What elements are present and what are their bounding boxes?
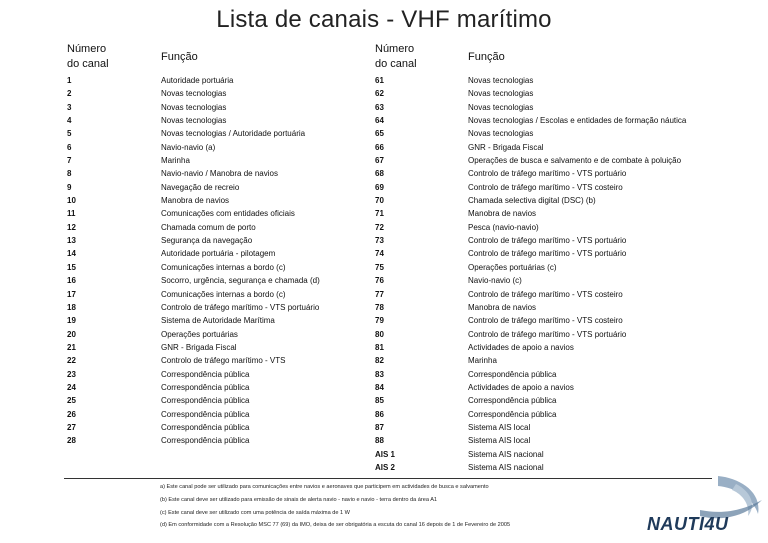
channel-function: Correspondência pública — [468, 409, 557, 419]
channel-function: Novas tecnologias / Escolas e entidades de formação náutica — [468, 116, 687, 126]
channel-row — [67, 234, 367, 247]
channel-function: Segurança da navegação — [161, 236, 253, 246]
channel-row — [375, 261, 715, 274]
channel-function: Correspondência pública — [468, 369, 557, 379]
channel-number: 12 — [67, 222, 76, 232]
channel-row — [67, 434, 367, 447]
channel-function: Chamada selectiva digital (DSC) (b) — [468, 196, 596, 206]
channel-function: Novas tecnologias — [468, 129, 534, 139]
channel-number: 67 — [375, 156, 384, 166]
channel-function: Controlo de tráfego marítimo - VTS portuário — [468, 169, 627, 179]
channel-number: 71 — [375, 209, 384, 219]
channel-function: Sistema de Autoridade Marítima — [161, 316, 275, 326]
channel-number: 19 — [67, 316, 76, 326]
channel-row — [67, 127, 367, 140]
channel-row — [375, 354, 715, 367]
channel-row — [67, 328, 367, 341]
left-channel-list — [67, 74, 367, 448]
channel-number: 5 — [67, 129, 72, 139]
channel-function: Controlo de tráfego marítimo - VTS portuário — [468, 249, 627, 259]
channel-number: 88 — [375, 436, 384, 446]
channel-number: 66 — [375, 142, 384, 152]
channel-function: Sistema AIS local — [468, 436, 531, 446]
channel-function: Comunicações internas a bordo (c) — [161, 289, 286, 299]
channel-row — [67, 354, 367, 367]
channel-row — [67, 247, 367, 260]
channel-number: 69 — [375, 182, 384, 192]
channel-function: Correspondência pública — [161, 369, 250, 379]
channel-number: 78 — [375, 302, 384, 312]
number-header-line2: do canal — [375, 58, 417, 70]
channel-function: Controlo de tráfego marítimo - VTS portuário — [468, 329, 627, 339]
channel-row — [67, 288, 367, 301]
channel-number: 1 — [67, 76, 72, 85]
channel-function: Correspondência pública — [161, 409, 250, 419]
channel-number: 77 — [375, 289, 384, 299]
channel-row — [67, 381, 367, 394]
channel-row — [67, 141, 367, 154]
channel-number: 9 — [67, 182, 72, 192]
channel-function: Comunicações internas a bordo (c) — [161, 262, 286, 272]
channel-row — [375, 301, 715, 314]
channel-number: 72 — [375, 222, 384, 232]
channel-row — [67, 408, 367, 421]
channel-number: 82 — [375, 356, 384, 366]
channel-function: Correspondência pública — [161, 396, 250, 406]
number-header-line1: Número — [375, 43, 415, 55]
channel-row — [375, 434, 715, 447]
channel-function: Marinha — [468, 356, 497, 366]
channel-function: Operações portuárias (c) — [468, 262, 557, 272]
channel-function: Manobra de navios — [468, 209, 537, 219]
function-header-left: Função — [161, 51, 198, 63]
channel-row — [375, 274, 715, 287]
channel-function: Novas tecnologias — [161, 89, 227, 99]
channel-number: 83 — [375, 369, 384, 379]
channel-number: 26 — [67, 409, 76, 419]
channel-number: 27 — [67, 422, 76, 432]
channel-number: 7 — [67, 156, 72, 166]
channel-function: Novas tecnologias — [468, 89, 534, 99]
channel-number: 16 — [67, 276, 76, 286]
channel-number: 14 — [67, 249, 76, 259]
channel-row — [67, 154, 367, 167]
channel-function: Chamada comum de porto — [161, 222, 256, 232]
footnotes — [160, 481, 510, 532]
channel-number: 63 — [375, 102, 384, 112]
number-header-line1: Número — [67, 43, 107, 55]
channel-row — [375, 328, 715, 341]
channel-function: GNR - Brigada Fiscal — [468, 142, 544, 152]
channel-number: 8 — [67, 169, 72, 179]
channel-row — [375, 288, 715, 301]
channel-row — [375, 421, 715, 434]
channel-row — [375, 74, 715, 87]
channel-number: 18 — [67, 302, 76, 312]
channel-function: Controlo de tráfego marítimo - VTS costeiro — [468, 316, 623, 326]
channel-row — [375, 234, 715, 247]
channel-row — [67, 421, 367, 434]
channel-row — [375, 314, 715, 327]
channel-row — [67, 181, 367, 194]
channel-row — [67, 341, 367, 354]
channel-row — [67, 261, 367, 274]
channel-row — [67, 114, 367, 127]
channel-function: Controlo de tráfego marítimo - VTS — [161, 356, 286, 366]
channel-row — [375, 141, 715, 154]
channel-number: 84 — [375, 382, 384, 392]
channel-function: Navio-navio / Manobra de navios — [161, 169, 278, 179]
channel-number: 61 — [375, 76, 384, 85]
channel-number: 85 — [375, 396, 384, 406]
channel-function: Novas tecnologias — [468, 102, 534, 112]
channel-function: Sistema AIS nacional — [468, 449, 544, 459]
channel-number: 74 — [375, 249, 384, 259]
channel-row — [375, 101, 715, 114]
footnote-divider — [64, 478, 712, 479]
channel-function: Autoridade portuária - pilotagem — [161, 249, 276, 259]
channel-row — [67, 101, 367, 114]
channel-row — [375, 247, 715, 260]
brand-logo-text: NAUTI4U — [647, 514, 729, 534]
channel-function: Actividades de apoio a navios — [468, 382, 574, 392]
channel-row — [375, 194, 715, 207]
channel-number: 79 — [375, 316, 384, 326]
function-header-right: Função — [468, 51, 505, 63]
channel-function: Controlo de tráfego marítimo - VTS costeiro — [468, 289, 623, 299]
channel-row — [375, 114, 715, 127]
channel-function: Novas tecnologias / Autoridade portuária — [161, 129, 306, 139]
channel-row — [67, 87, 367, 100]
channel-number: 70 — [375, 196, 384, 206]
channel-number: 11 — [67, 209, 76, 219]
channel-function: Correspondência pública — [161, 436, 250, 446]
channel-row — [375, 408, 715, 421]
footnote-c: (c) Este canal deve ser utilizado com uma potência de saída máxima de 1 W — [160, 509, 350, 516]
channel-number: 6 — [67, 142, 72, 152]
channel-number: 10 — [67, 196, 76, 206]
channel-number: 21 — [67, 342, 76, 352]
channel-number: 22 — [67, 356, 76, 366]
channel-function: GNR - Brigada Fiscal — [161, 342, 237, 352]
footnote-b: (b) Este canal deve ser utilizado para emissão de sinais de alerta navio - navio e navio - terra dentro da área A1 — [160, 496, 438, 503]
page-title: Lista de canais - VHF marítimo — [216, 6, 552, 33]
channel-number: 25 — [67, 396, 76, 406]
channel-function: Socorro, urgência, segurança e chamada (d) — [161, 276, 320, 286]
channel-function: Navio-navio (a) — [161, 142, 216, 152]
number-header-left — [67, 42, 109, 72]
channel-number: 86 — [375, 409, 384, 419]
channel-number: 13 — [67, 236, 76, 246]
channel-row — [375, 368, 715, 381]
footnote-a: a) Este canal pode ser utilizado para comunicações entre navios e aeronaves que participem em actividades de busca e salvamento — [160, 484, 489, 490]
channel-row — [67, 221, 367, 234]
channel-row — [375, 221, 715, 234]
channel-number: 23 — [67, 369, 76, 379]
channel-row — [67, 368, 367, 381]
channel-number: 64 — [375, 116, 384, 126]
channel-row — [375, 341, 715, 354]
channel-number: 87 — [375, 422, 384, 432]
channel-function: Controlo de tráfego marítimo - VTS portuário — [161, 302, 320, 312]
channel-number: AIS 2 — [375, 462, 396, 472]
channel-function: Sistema AIS local — [468, 422, 531, 432]
channel-row — [67, 194, 367, 207]
channel-number: 2 — [67, 89, 72, 99]
channel-number: 3 — [67, 102, 72, 112]
channel-number: 24 — [67, 382, 76, 392]
channel-number: 17 — [67, 289, 76, 299]
channel-function: Manobra de navios — [161, 196, 230, 206]
channel-row — [67, 207, 367, 220]
channel-function: Correspondência pública — [161, 422, 250, 432]
channel-function: Pesca (navio-navio) — [468, 222, 539, 232]
channel-row — [67, 274, 367, 287]
channel-row — [375, 207, 715, 220]
channel-row — [67, 74, 367, 87]
channel-number: 80 — [375, 329, 384, 339]
channel-function: Novas tecnologias — [468, 76, 534, 85]
channel-row — [375, 87, 715, 100]
channel-number: 73 — [375, 236, 384, 246]
number-header-right — [375, 42, 417, 72]
channel-row — [375, 181, 715, 194]
channel-row — [375, 127, 715, 140]
channel-function: Navegação de recreio — [161, 182, 240, 192]
channel-function: Manobra de navios — [468, 302, 537, 312]
channel-number: 20 — [67, 329, 76, 339]
channel-function: Correspondência pública — [468, 396, 557, 406]
channel-number: 81 — [375, 342, 384, 352]
channel-row — [375, 394, 715, 407]
channel-number: 62 — [375, 89, 384, 99]
right-channel-list — [375, 74, 715, 474]
channel-row — [375, 448, 715, 461]
channel-row — [67, 394, 367, 407]
channel-number: 65 — [375, 129, 384, 139]
channel-row — [67, 167, 367, 180]
channel-function: Comunicações com entidades oficiais — [161, 209, 295, 219]
channel-row — [375, 154, 715, 167]
channel-number: 68 — [375, 169, 384, 179]
channel-function: Autoridade portuária — [161, 76, 234, 85]
channel-function: Novas tecnologias — [161, 102, 227, 112]
number-header-line2: do canal — [67, 58, 109, 70]
channel-row — [67, 301, 367, 314]
channel-function: Operações de busca e salvamento e de combate à poluição — [468, 156, 682, 166]
channel-function: Correspondência pública — [161, 382, 250, 392]
channel-number: AIS 1 — [375, 449, 396, 459]
channel-function: Controlo de tráfego marítimo - VTS portuário — [468, 236, 627, 246]
channel-function: Controlo de tráfego marítimo - VTS costeiro — [468, 182, 623, 192]
channel-function: Sistema AIS nacional — [468, 462, 544, 472]
channel-number: 4 — [67, 116, 72, 126]
channel-function: Navio-navio (c) — [468, 276, 522, 286]
channel-function: Actividades de apoio a navios — [468, 342, 574, 352]
channel-number: 75 — [375, 262, 384, 272]
channel-number: 28 — [67, 436, 76, 446]
channel-number: 15 — [67, 262, 76, 272]
channel-function: Novas tecnologias — [161, 116, 227, 126]
channel-row — [375, 167, 715, 180]
channel-function: Marinha — [161, 156, 190, 166]
channel-row — [67, 314, 367, 327]
channel-function: Operações portuárias — [161, 329, 238, 339]
channel-number: 76 — [375, 276, 384, 286]
channel-row — [375, 381, 715, 394]
footnote-d: (d) Em conformidade com a Resolução MSC 77 (69) da IMO, deixa de ser obrigatória a escuta do canal 16 depois de 1 de Fevereiro de 2005 — [160, 522, 511, 529]
